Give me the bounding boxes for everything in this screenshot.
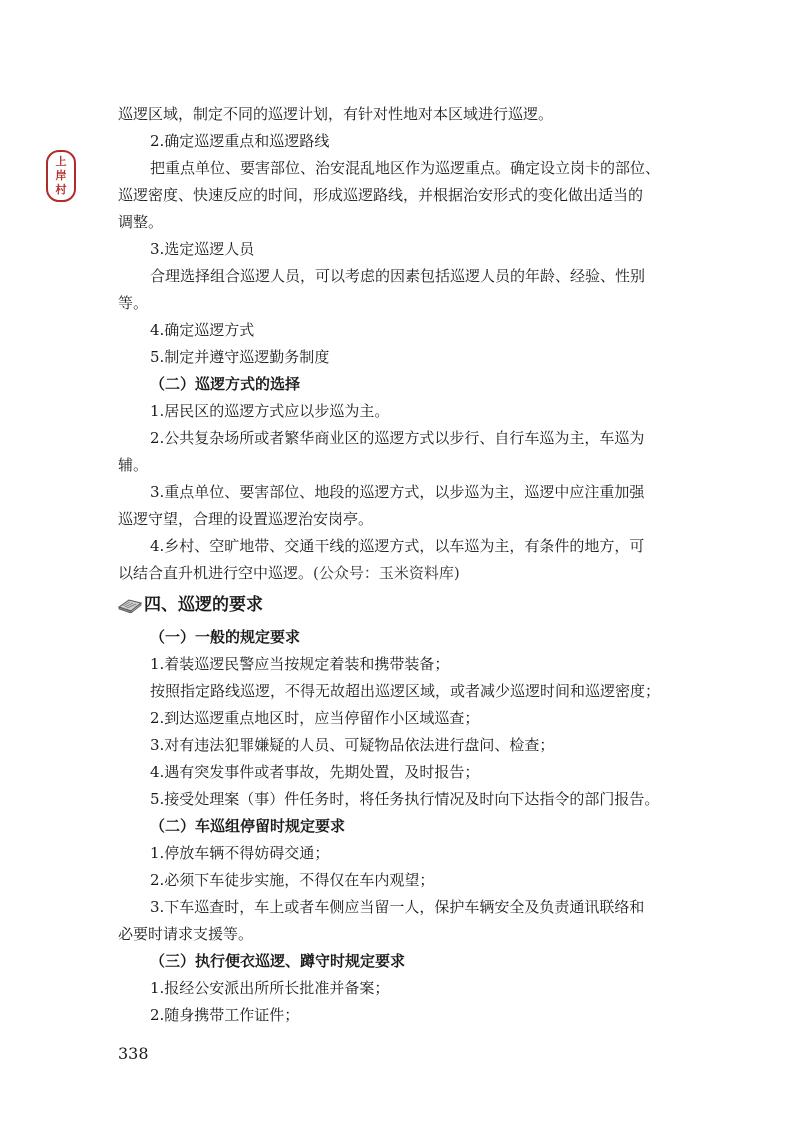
text-line: 2.必须下车徒步实施，不得仅在车内观望； — [150, 871, 435, 889]
text-line: 3.下车巡查时，车上或者车侧应当留一人，保护车辆安全及负责通讯联络和 — [150, 898, 645, 916]
seal-logo — [46, 150, 76, 202]
text-line: 按照指定路线巡逻，不得无故超出巡逻区域，或者减少巡逻时间和巡逻密度； — [150, 682, 661, 700]
text-line — [118, 562, 688, 584]
seal-char: 岸 — [55, 169, 67, 182]
text-line: 3.重点单位、要害部位、地段的巡逻方式，以步巡为主，巡逻中应注重加强 — [150, 483, 645, 501]
text-line: 1.停放车辆不得妨碍交通； — [150, 844, 330, 862]
text-line: 5.接受处理案（事）件任务时，将任务执行情况及时向下达指令的部门报告。 — [150, 790, 660, 808]
text-line: 4.乡村、空旷地带、交通干线的巡逻方式，以车巡为主，有条件的地方，可 — [150, 537, 645, 555]
text-line: 1.着装巡逻民警应当按规定着装和携带装备； — [150, 655, 450, 673]
text-line: 调整。 — [118, 213, 164, 231]
subheading: 2.确定巡逻重点和巡逻路线 — [150, 132, 330, 150]
source-note: (公众号：玉米资料库) — [313, 564, 460, 582]
section-heading: （三）执行便衣巡逻、蹲守时规定要求 — [150, 952, 406, 970]
text-line: 2.公共复杂场所或者繁华商业区的巡逻方式以步行、自行车巡为主，车巡为 — [150, 429, 645, 447]
text-line: 把重点单位、要害部位、治安混乱地区作为巡逻重点。确定设立岗卡的部位、 — [150, 159, 661, 177]
chapter-heading — [118, 594, 263, 616]
text-line: 巡逻密度、快速反应的时间，形成巡逻路线，并根据治安形式的变化做出适当的 — [118, 186, 644, 204]
subheading: 4.确定巡逻方式 — [150, 321, 255, 339]
section-heading: （二）车巡组停留时规定要求 — [150, 817, 346, 835]
seal-char: 村 — [55, 183, 67, 196]
text-line: 等。 — [118, 294, 149, 312]
text-line: 必要时请求支援等。 — [118, 925, 254, 943]
text-line: 辅。 — [118, 456, 149, 474]
text-line: 3.对有违法犯罪嫌疑的人员、可疑物品依法进行盘问、检查； — [150, 736, 555, 754]
subheading: 5.制定并遵守巡逻勤务制度 — [150, 348, 330, 366]
seal-char: 上 — [55, 155, 67, 168]
text-line: 1.居民区的巡逻方式应以步巡为主。 — [150, 402, 390, 420]
page-number: 338 — [118, 1044, 149, 1063]
section-heading: （一）一般的规定要求 — [150, 628, 301, 646]
text-span: 以结合直升机进行空中巡逻。 — [118, 564, 314, 582]
book-icon — [118, 597, 142, 613]
text-line: 2.到达巡逻重点地区时，应当停留作小区域巡查； — [150, 709, 480, 727]
chapter-title: 四、巡逻的要求 — [144, 595, 263, 615]
text-line: 1.报经公安派出所所长批准并备案； — [150, 979, 390, 997]
section-heading: （二）巡逻方式的选择 — [150, 375, 301, 393]
text-line: 巡逻区域，制定不同的巡逻计划，有针对性地对本区域进行巡逻。 — [118, 105, 554, 123]
text-line: 巡逻守望，合理的设置巡逻治安岗亭。 — [118, 510, 374, 528]
subheading: 3.选定巡逻人员 — [150, 240, 255, 258]
text-line: 合理选择组合巡逻人员，可以考虑的因素包括巡逻人员的年龄、经验、性别 — [150, 267, 646, 285]
text-line: 4.遇有突发事件或者事故，先期处置，及时报告； — [150, 763, 480, 781]
text-line: 2.随身携带工作证件； — [150, 1006, 300, 1024]
